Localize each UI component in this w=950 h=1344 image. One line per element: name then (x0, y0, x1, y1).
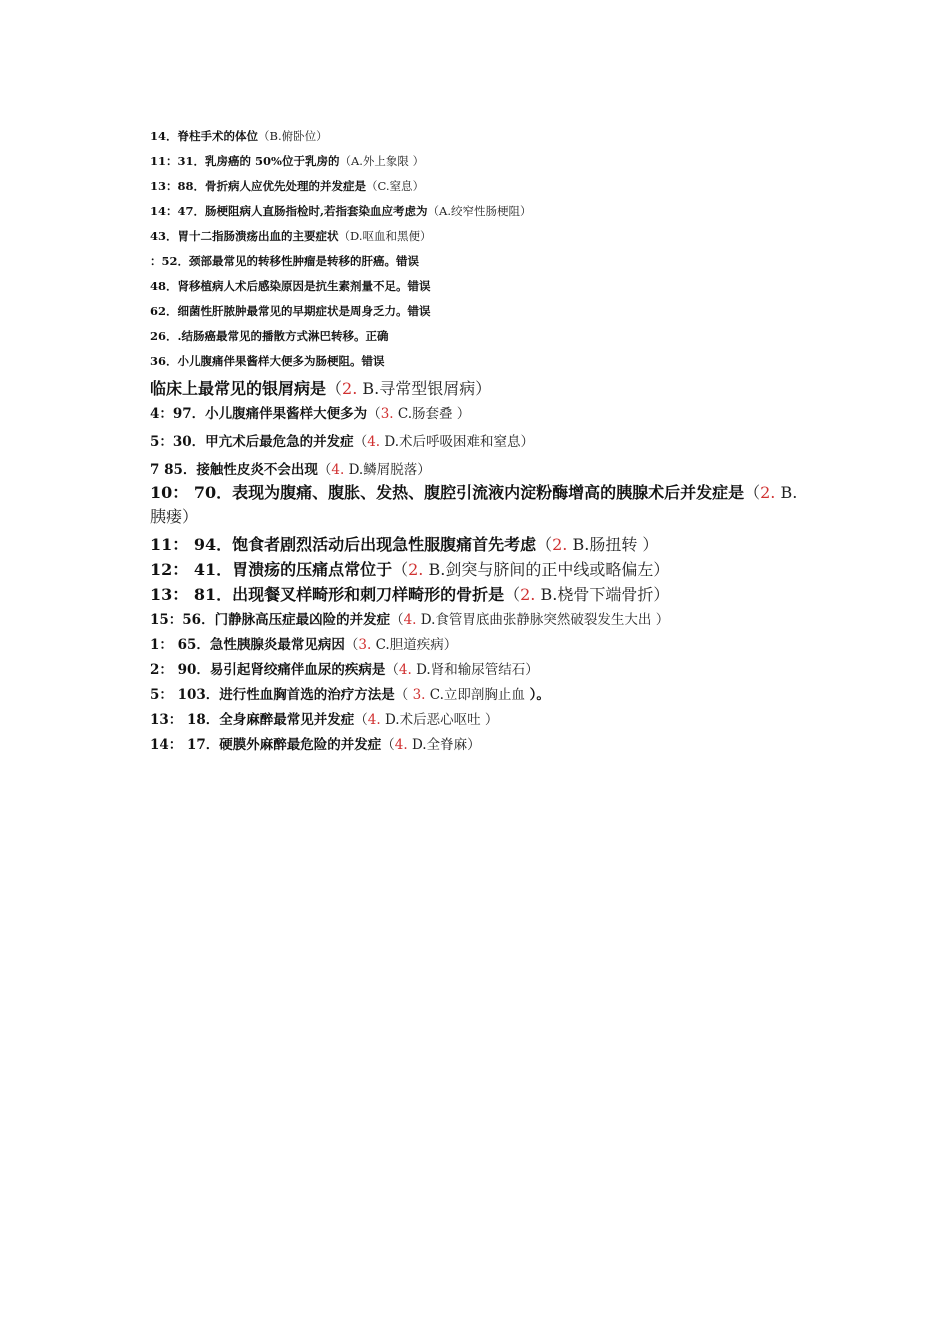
statement-line (150, 303, 810, 319)
question-line (150, 228, 810, 244)
answer-text: B.剑突与脐间的正中线或略偏左 (423, 560, 654, 579)
bracket-close: ） (408, 154, 425, 168)
question-line (150, 608, 810, 628)
bracket-close: ） (412, 179, 425, 193)
question-line (150, 128, 810, 144)
answer-text: D.术后呼吸困难和窒息 (380, 434, 521, 450)
statement-line (150, 353, 810, 369)
question-text: 14： 17．硬膜外麻醉最危险的并发症 (150, 737, 382, 753)
bracket-open: （ (353, 434, 368, 450)
question-text: 5：30．甲亢术后最危急的并发症 (150, 434, 354, 450)
statement-text: 62．细菌性肝脓肿最常见的早期症状是周身乏力。错误 (150, 304, 431, 318)
bracket-open: （ (536, 535, 553, 554)
question-text: 5： 103．进行性血胸首选的治疗方法是 (150, 687, 395, 703)
bracket-open: （ (317, 462, 332, 478)
option-number: 4. (331, 462, 345, 478)
bracket-close: ）。 (524, 687, 550, 703)
answer-text: C.胆道疾病 (371, 637, 444, 653)
option-number: 2. (408, 560, 424, 579)
question-line (150, 430, 810, 450)
bracket-close: ） (475, 379, 492, 398)
answer-text: D.全脊麻 (407, 737, 468, 753)
question-line (150, 402, 810, 422)
bracket-open: （ (366, 179, 378, 193)
option-number: 3. (412, 687, 426, 703)
bracket-open: （ (339, 154, 351, 168)
bracket-open: （ (381, 737, 395, 753)
question-text: 11： 94．饱食者剧烈活动后出现急性服腹痛首先考虑 (150, 535, 537, 554)
option-number: 4. (403, 612, 417, 628)
question-text: 10： 70．表现为腹痛、腹胀、发热、腹腔引流液内淀粉酶增高的胰腺术后并发症是 (150, 483, 745, 502)
answer-text: B.俯卧位 (269, 129, 317, 143)
question-line (150, 532, 810, 555)
question-text: 12： 41．胃溃疡的压痛点常位于 (150, 560, 393, 579)
bracket-open: （ (344, 637, 359, 653)
question-line (150, 683, 810, 703)
option-number: 3. (380, 406, 394, 422)
question-line (150, 557, 810, 580)
bracket-open: （ (744, 483, 761, 502)
question-text: 7 85．接触性皮炎不会出现 (150, 462, 318, 478)
answer-text: B.寻常型银屑病 (357, 379, 476, 398)
bracket-close: ） (525, 662, 539, 678)
bracket-open: （ (326, 379, 343, 398)
option-number: 3. (358, 637, 372, 653)
statement-line (150, 278, 810, 294)
option-number: 2. (520, 585, 536, 604)
answer-text: B.胰瘘 (150, 483, 798, 526)
bracket-open: （ (394, 687, 413, 703)
question-line (150, 458, 810, 478)
question-text: 11：31．乳房癌的 50%位于乳房的 (150, 154, 340, 168)
bracket-open: （ (392, 560, 409, 579)
bracket-close: ） (653, 585, 670, 604)
question-line (150, 633, 810, 653)
bracket-open: （ (385, 662, 399, 678)
question-text: 43．胃十二指肠溃疡出血的主要症状 (150, 229, 339, 243)
question-text: 4：97．小儿腹痛伴果酱样大便多为 (150, 406, 368, 422)
answer-text: A.绞窄性肠梗阻 (439, 204, 520, 218)
bracket-close: ） (443, 637, 458, 653)
bracket-open: （ (390, 612, 404, 628)
question-line (150, 203, 810, 219)
statement-text: 26．.结肠癌最常见的播散方式淋巴转移。正确 (150, 329, 389, 343)
statement-text: 48．肾移植病人术后感染原因是抗生素剂量不足。错误 (150, 279, 431, 293)
answer-text: C.立即剖胸止血 (425, 687, 525, 703)
bracket-close: ） (316, 129, 328, 143)
bracket-close: ） (480, 712, 499, 728)
answer-text: C.窒息 (377, 179, 413, 193)
statement-text: 36．小儿腹痛伴果酱样大便多为肠梗阻。错误 (150, 354, 385, 368)
answer-text: D.呕血和黑便 (350, 229, 420, 243)
bracket-close: ） (417, 462, 431, 478)
answer-text: A.外上象限 (350, 154, 409, 168)
bracket-open: （ (354, 712, 368, 728)
option-number: 4. (367, 434, 381, 450)
option-number: 2. (342, 379, 358, 398)
option-number: 4. (394, 737, 408, 753)
answer-text: D.术后恶心呕吐 (380, 712, 481, 728)
answer-text: B.肠扭转 (567, 535, 638, 554)
option-number: 2. (552, 535, 568, 554)
question-text: 13：88．骨折病人应优先处理的并发症是 (150, 179, 367, 193)
question-text: 1： 65．急性胰腺炎最常见病因 (150, 637, 345, 653)
question-text: 2： 90．易引起肾绞痛伴血尿的疾病是 (150, 662, 386, 678)
answer-text: B.桡骨下端骨折 (535, 585, 654, 604)
question-text: 15：56．门静脉高压症最凶险的并发症 (150, 612, 391, 628)
question-text: 14．脊柱手术的体位 (150, 129, 259, 143)
bracket-close: ） (637, 535, 659, 554)
option-number: 4. (398, 662, 412, 678)
bracket-close: ） (467, 737, 481, 753)
bracket-close: ） (182, 507, 199, 526)
question-text: 13： 18．全身麻醉最常见并发症 (150, 712, 355, 728)
question-text: 13： 81．出现餐叉样畸形和刺刀样畸形的骨折是 (150, 585, 505, 604)
bracket-close: ） (519, 204, 532, 218)
question-line (150, 481, 810, 529)
answer-text: D.鳞屑脱落 (344, 462, 418, 478)
answer-text: D.食管胃底曲张静脉突然破裂发生大出 (416, 612, 652, 628)
bracket-close: ） (653, 560, 670, 579)
statement-text: ：52．颈部最常见的转移性肿瘤是转移的肝癌。错误 (150, 254, 420, 268)
option-number: 4. (367, 712, 381, 728)
question-line (150, 153, 810, 169)
question-line (150, 376, 810, 399)
bracket-open: （ (338, 229, 351, 243)
question-text: 14：47．肠梗阻病人直肠指检时,若指套染血应考虑为 (150, 204, 428, 218)
statement-line (150, 328, 810, 344)
option-number: 2. (760, 483, 776, 502)
answer-text: C.肠套叠 (393, 406, 453, 422)
question-line (150, 178, 810, 194)
bracket-close: ） (651, 612, 670, 628)
bracket-open: （ (504, 585, 521, 604)
question-line (150, 708, 810, 728)
bracket-close: ） (520, 434, 535, 450)
bracket-close: ） (419, 229, 432, 243)
question-text: 临床上最常见的银屑病是 (150, 379, 327, 398)
bracket-open: （ (367, 406, 381, 422)
answer-text: D.肾和输尿管结石 (411, 662, 526, 678)
bracket-open: （ (258, 129, 270, 143)
question-line (150, 582, 810, 605)
statement-line (150, 253, 810, 269)
bracket-close: ） (452, 406, 471, 422)
bracket-open: （ (427, 204, 440, 218)
question-line (150, 733, 810, 753)
question-line (150, 658, 810, 678)
